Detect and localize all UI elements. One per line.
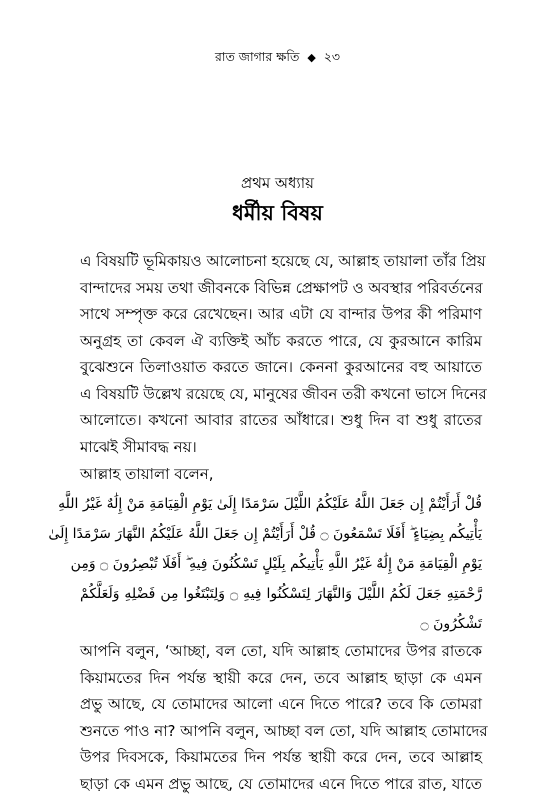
paragraph-intro [80, 248, 487, 460]
diamond-separator-icon: ◆ [307, 51, 316, 64]
text-line: আলোতে। কখনো আবার রাতের আঁধারে। শুধু দিন বা শুধু রাতের [80, 411, 482, 429]
running-header [0, 48, 555, 67]
text-line: কিয়ামতের দিন পর্যন্ত স্থায়ী করে দেন, তবে আল্লাহ ছাড়া কে এমন [80, 668, 482, 687]
chapter-label: প্রথম অধ্যায় [241, 174, 314, 192]
text-line: সাথে সম্পৃক্ত করে রেখেছেন। আর এটা যে বান্দার উপর কী পরিমাণ [80, 305, 482, 323]
text-line: আল্লাহ তায়ালা বলেন, [80, 465, 214, 483]
text-line: শুনতে পাও না? আপনি বলুন, আচ্ছা বল তো, যদি আল্লাহ তোমাদের [80, 721, 488, 740]
text-line: প্রভু আছে, যে তোমাদের আলো এনে দিতে পারে? তবে কি তোমরা [80, 695, 482, 713]
text-line: বুঝেশুনে তিলাওয়াত করতে জানে। কেননা কুরআনের বহু আয়াতে [80, 358, 482, 376]
page-number: ২৩ [323, 49, 341, 64]
quran-verse-block [48, 489, 482, 639]
arabic-line: تَشْكُرُونَ ۝ [420, 616, 482, 632]
quote-intro [80, 461, 482, 488]
text-line: মাঝেই সীমাবদ্ধ নয়। [80, 437, 197, 456]
text-line: ছাড়া কে এমন প্রভু আছে, যে তোমাদের এনে দিতে পারে রাত, যাতে [80, 774, 482, 793]
text-line: অনুগ্রহ তা কেবল ঐ ব্যক্তিই আঁচ করতে পারে, যে কুরআনে কারিম [80, 331, 482, 350]
arabic-line: يَوْمِ الْقِيَامَةِ مَنْ إِلَٰهٌ غَيْرُ اللَّهِ يَأْتِيكُم بِلَيْلٍ تَسْكُنُونَ فِيهِ ۖ أَفَلَا تُبْصِرُونَ ۝ وَمِن [70, 556, 482, 572]
arabic-line: قُلْ أَرَأَيْتُمْ إِن جَعَلَ اللَّهُ عَلَيْكُمُ اللَّيْلَ سَرْمَدًا إِلَىٰ يَوْمِ الْقِيَامَةِ مَنْ إِلَٰهٌ غَيْرُ اللَّهِ [58, 496, 482, 512]
text-line: আপনি বলুন, ‘আচ্ছা, বল তো, যদি আল্লাহ তোমাদের উপর রাতকে [80, 642, 482, 660]
text-line: এ বিষয়টি উল্লেখ রয়েছে যে, মানুষের জীবন তরী কখনো ভাসে দিনের [80, 384, 487, 403]
arabic-line: رَّحْمَتِهِ جَعَلَ لَكُمُ اللَّيْلَ وَالنَّهَارَ لِتَسْكُنُوا فِيهِ ۝ وَلِتَبْتَغُوا مِن فَضْلِهِ وَلَعَلَّكُمْ [80, 586, 482, 602]
text-line: এ বিষয়টি ভূমিকায়ও আলোচনা হয়েছে যে, আল্লাহ তায়ালা তাঁর প্রিয় [80, 252, 486, 270]
paragraph-translation [80, 638, 488, 797]
chapter-title: ধর্মীয় বিষয় [232, 201, 323, 225]
text-line: বান্দাদের সময় তথা জীবনকে বিভিন্ন প্রেক্ষাপট ও অবস্থার পরিবর্তনের [80, 278, 483, 297]
arabic-line: يَأْتِيكُم بِضِيَاءٍ ۖ أَفَلَا تَسْمَعُونَ ۝ قُلْ أَرَأَيْتُمْ إِن جَعَلَ اللَّهُ عَلَيْكُمُ النَّهَارَ سَرْمَدًا إِلَىٰ [48, 526, 482, 542]
running-header-title: রাত জাগার ক্ষতি [214, 49, 300, 64]
text-line: উপর দিবসকে, কিয়ামতের দিন পর্যন্ত স্থায়ী করে দেন, তবে আল্লাহ [80, 748, 482, 766]
